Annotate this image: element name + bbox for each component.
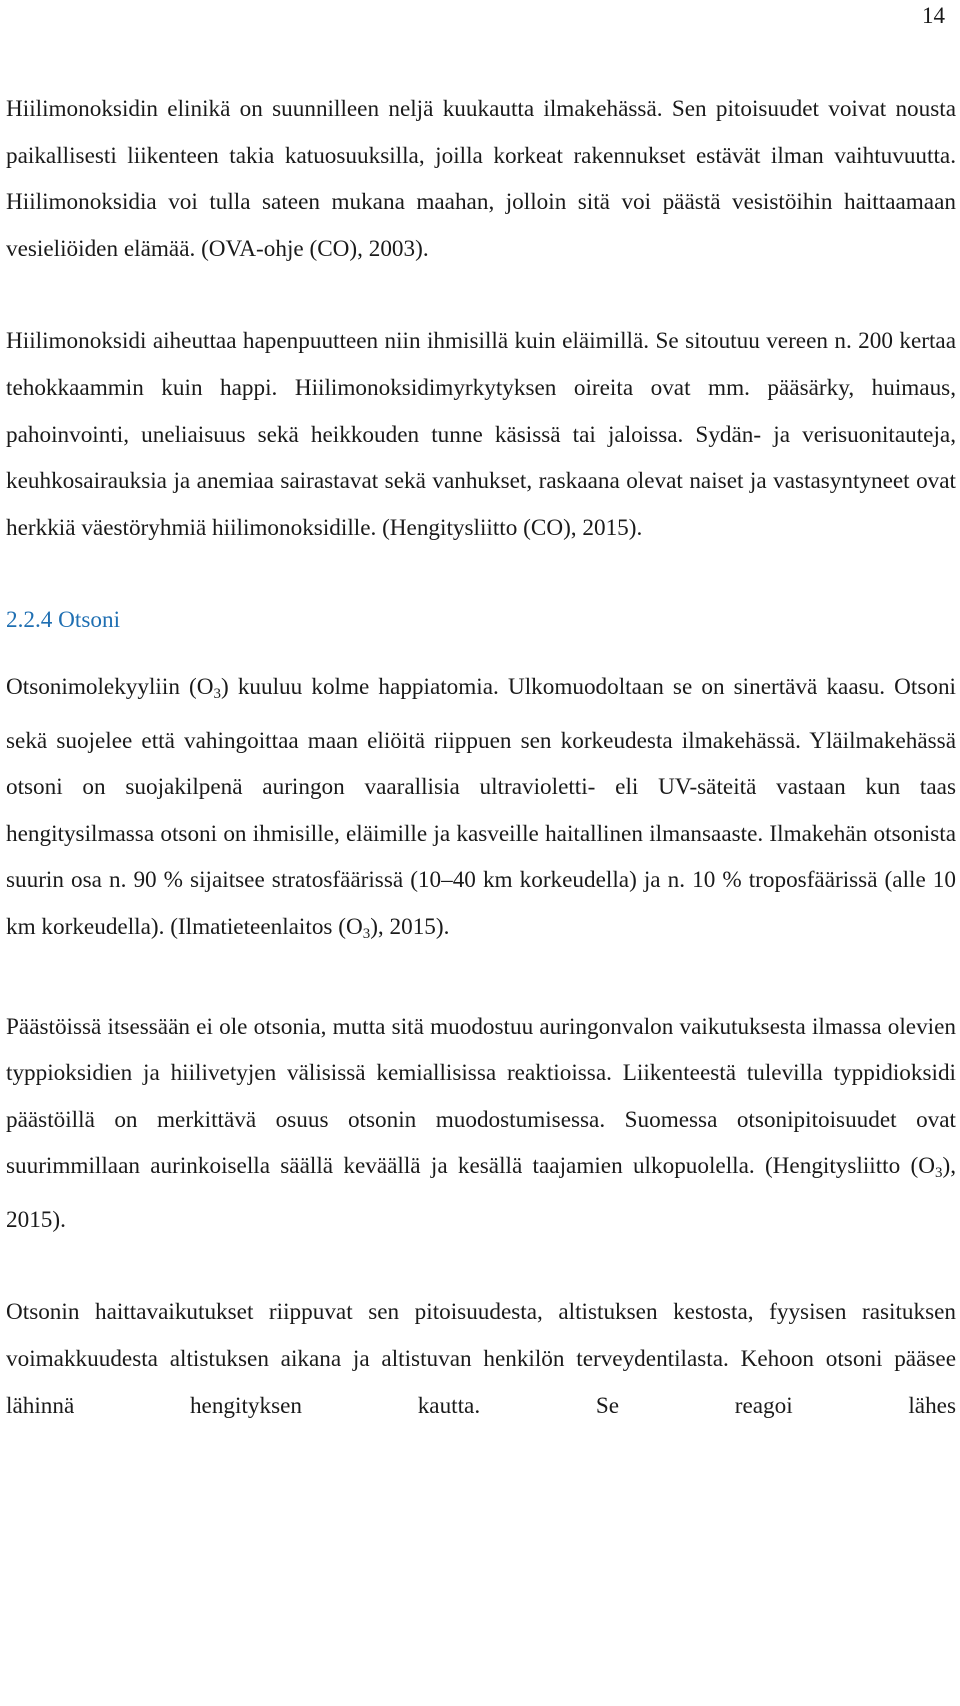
paragraph-carbon-monoxide-lifetime: Hiilimonoksidin elinikä on suunnilleen neljä kuukautta ilmakehässä. Sen pitoisuudet voivat nousta paikallisesti liikenteen takia katuosuuksilla, joilla korkeat rakennukset estävät ilman vaihtuvuutta. Hiilimonoksidia voi tulla sateen mukana maahan, jolloin sitä voi päästä vesistöihin haittaamaan vesieliöiden elämää. (OVA-ohje (CO), 2003). (6, 96, 956, 262)
subscript: 3 (362, 925, 371, 942)
text-segment: Päästöissä itsessään ei ole otsonia, mutta sitä muodostuu auringonvalon vaikutuksesta ilmassa olevien typpioksidien ja hiilivetyjen välisissä kemiallisissa reaktioissa. Liikenteestä tulevilla typpidioksidi päästöillä on merkittävä osuus otsonin muodostumisessa. Suomessa otsonipitoisuudet ovat suurimmillaan aurinkoisella säällä keväällä ja kesällä taajamien ulkopuolella. (Hengitysliitto (O (6, 1013, 956, 1180)
paragraph-ozone-effects: Otsonin haittavaikutukset riippuvat sen pitoisuudesta, altistuksen kestosta, fyysisen rasituksen voimakkuudesta altistuksen aikana ja altistuvan henkilön terveydentilasta. Kehoon otsoni pääsee lähinnä hengityksen kautta. Se reagoi lähes (6, 1299, 956, 1419)
page-number: 14 (922, 3, 945, 28)
text-segment: ), 2015). (6, 1153, 956, 1233)
text-segment: ) kuuluu kolme happiatomia. Ulkomuodoltaan se on sinertävä kaasu. Otsoni sekä suojelee että vahingoittaa maan eliöitä riippuen sen korkeudesta ilmakehässä. Yläilmakehässä otsoni on suojakilpenä auringon vaarallisia ultravioletti- eli UV-säteitä vastaan kun taas hengitysilmassa otsoni on ihmisille, eläimille ja kasveille haitallinen ilmansaaste. Ilmakehän otsonista suurin osa n. 90 % sijaitsee stratosfäärissä (10–40 km korkeudella) ja n. 10 % troposfäärissä (alle 10 km korkeudella). (Ilmatieteenlaitos (O (6, 673, 957, 940)
paragraph-ozone-formation (6, 1004, 956, 1244)
subscript: 3 (213, 685, 221, 702)
section-heading-otsoni: 2.2.4 Otsoni (6, 607, 121, 634)
subscript: 3 (934, 1165, 943, 1182)
text-segment: Otsonimolekyyliin (O (6, 673, 214, 700)
paragraph-ozone-molecule (6, 664, 956, 958)
text-segment: ), 2015). (370, 913, 450, 940)
paragraph-carbon-monoxide-health: Hiilimonoksidi aiheuttaa hapenpuutteen niin ihmisillä kuin eläimillä. Se sitoutuu vereen n. 200 kertaa tehokkaammin kuin happi. Hiilimonoksidimyrkytyksen oireita ovat mm. pääsärky, huimaus, pahoinvointi, uneliaisuus sekä heikkouden tunne käsissä tai jaloissa. Sydän- ja verisuonitauteja, keuhkosairauksia ja anemiaa sairastavat sekä vanhukset, raskaana olevat naiset ja vastasyntyneet ovat herkkiä väestöryhmiä hiilimonoksidille. (Hengitysliitto (CO), 2015). (6, 328, 956, 541)
document-body (6, 86, 956, 1429)
